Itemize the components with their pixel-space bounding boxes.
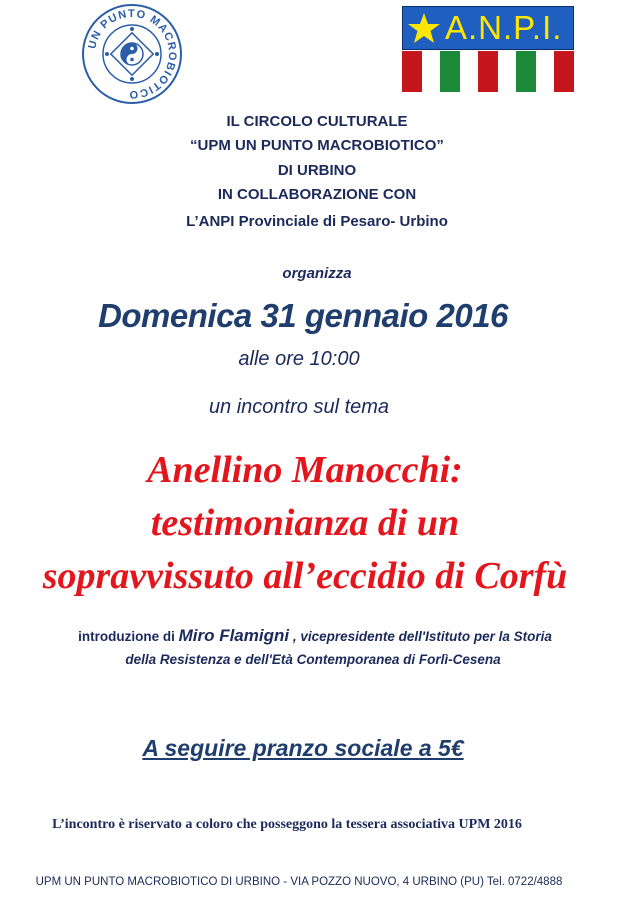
star-icon — [407, 11, 441, 45]
flag-stripe-white — [422, 51, 440, 92]
flag-stripe-white — [498, 51, 516, 92]
topic-line-3: sopravvissuto all’eccidio di Corfù — [42, 555, 568, 597]
lunch-announcement: A seguire pranzo sociale a 5€ — [142, 735, 464, 761]
svg-text:UN PUNTO MACROBIOTICO — [86, 8, 178, 100]
flag-stripe-white — [460, 51, 478, 92]
upm-ring-text: UN PUNTO MACROBIOTICO — [86, 7, 179, 101]
anpi-logo — [402, 6, 574, 92]
event-date: Domenica 31 gennaio 2016 — [98, 297, 508, 334]
tema-intro: un incontro sul tema — [208, 396, 390, 418]
anpi-logo-text: A.N.P.I. — [445, 9, 563, 46]
event-time: alle ore 10:00 — [238, 348, 360, 370]
anpi-flag-stripes — [402, 51, 574, 92]
upm-logo — [80, 2, 184, 106]
anpi-logo-banner — [402, 6, 574, 50]
introduction-line-1 — [0, 626, 632, 646]
header-line-anpi: L’ANPI Provinciale di Pesaro- Urbino — [186, 213, 448, 230]
footer-address: UPM UN PUNTO MACROBIOTICO DI URBINO - VIA POZZO NUOVO, 4 URBINO (PU) Tel. 0722/4888 — [35, 876, 563, 888]
introduction-line-2: della Resistenza e dell'Età Contemporanea di Forlì-Cesena — [125, 652, 501, 667]
topic-line-1: Anellino Manocchi: — [147, 449, 463, 491]
membership-note: L’incontro è riservato a coloro che posseggono la tessera associativa UPM 2016 — [52, 817, 522, 832]
flag-stripe-green — [516, 51, 536, 92]
topic-line-2: testimonianza di un — [150, 502, 460, 544]
header-line-collaborazione: IN COLLABORAZIONE CON — [217, 186, 417, 203]
upm-logo-graphic — [80, 2, 184, 106]
flag-stripe-red — [554, 51, 574, 92]
flag-stripe-red — [478, 51, 498, 92]
flag-stripe-red — [402, 51, 422, 92]
organizza-label: organizza — [282, 265, 352, 282]
header-line-urbino: DI URBINO — [277, 162, 357, 179]
speaker-name: Miro Flamigni — [178, 626, 290, 645]
introduction-prefix: introduzione di — [78, 629, 179, 644]
header-line-circolo: IL CIRCOLO CULTURALE — [226, 113, 408, 130]
speaker-role-1: , vicepresidente dell'Istituto per la Storia — [289, 629, 552, 644]
flag-stripe-green — [440, 51, 460, 92]
flag-stripe-white — [536, 51, 554, 92]
header-line-upm: “UPM UN PUNTO MACROBIOTICO” — [190, 137, 444, 154]
